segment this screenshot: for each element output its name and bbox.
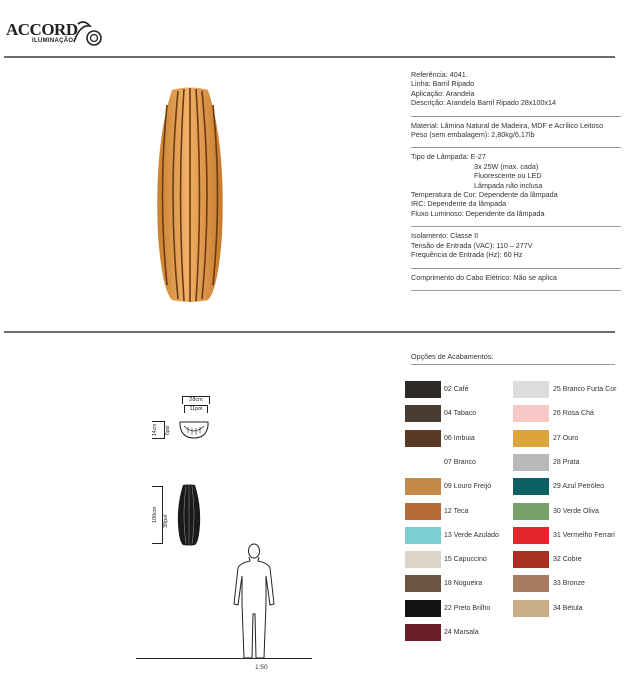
- logo-wordmark: ACCORD: [6, 20, 78, 39]
- spec-insulation: Isolamento: Classe II: [411, 231, 479, 241]
- spec-irc: IRC: Dependente da lâmpada: [411, 199, 507, 209]
- swatch-label-29-azul-petroleo: 29 Azul Petróleo: [553, 483, 604, 490]
- spec-lamp-included: Lâmpada não inclusa: [474, 180, 543, 190]
- dim-top-width: 28cm: [182, 396, 210, 404]
- spec-application: Aplicação: Arandela: [411, 88, 475, 98]
- swatch-18-nogueira: [405, 575, 441, 592]
- spec-lamp-power: 3x 25W (max. cada): [474, 161, 539, 171]
- swatch-02-cafe: [405, 381, 441, 398]
- swatch-06-imbuia: [405, 430, 441, 447]
- finishes-divider: [411, 364, 615, 365]
- swatch-label-32-cobre: 32 Cobre: [553, 556, 582, 563]
- spec-group-lamp: [411, 152, 621, 222]
- swatch-label-06-imbuia: 06 Imbuia: [444, 435, 475, 442]
- swatch-label-12-teca: 12 Teca: [444, 508, 469, 515]
- spec-frequency: Frequência de Entrada (Hz): 60 Hz: [411, 250, 523, 260]
- swatch-13-verde-azulado: [405, 527, 441, 544]
- swatch-33-bronze: [513, 575, 549, 592]
- swatch-28-prata: [513, 454, 549, 471]
- product-image: [150, 85, 230, 305]
- swatch-09-louro-freijo: [405, 478, 441, 495]
- scale-label: 1:50: [255, 664, 268, 671]
- human-scale-figure: [230, 542, 278, 660]
- swatch-26-rosa-cha: [513, 405, 549, 422]
- swatch-label-27-ouro: 27 Ouro: [553, 435, 579, 442]
- swatch-label-33-bronze: 33 Bronze: [553, 580, 585, 587]
- swatch-04-tabaco: [405, 405, 441, 422]
- spec-sheet: [411, 70, 621, 295]
- spec-cable: Comprimento do Cabo Elétrico: Não se aplica: [411, 272, 557, 282]
- spec-lamp-type: Tipo de Lâmpada: E-27: [411, 152, 486, 162]
- swatch-07-branco: [405, 454, 441, 471]
- spec-reference: Referência: 4041.: [411, 70, 468, 79]
- spec-lamp-kind: Fluorescente ou LED: [474, 171, 542, 181]
- spec-separator: [411, 290, 621, 291]
- swatch-label-24-marsala: 24 Marsala: [444, 629, 479, 636]
- swatch-31-vermelho-ferrari: [513, 527, 549, 544]
- ground-line: [136, 658, 312, 659]
- swatch-label-09-louro-freijo: 09 Louro Freijó: [444, 483, 492, 490]
- dim-side-depth-in: 6pol: [165, 425, 171, 435]
- swatch-30-verde-oliva: [513, 503, 549, 520]
- swatch-label-28-prata: 28 Prata: [553, 459, 580, 466]
- dim-height: 100cm: [152, 486, 163, 544]
- swatch-label-04-tabaco: 04 Tabaco: [444, 410, 477, 417]
- brand-logo: [6, 14, 106, 50]
- swatch-27-ouro: [513, 430, 549, 447]
- swatch-24-marsala: [405, 624, 441, 641]
- technical-drawing: [130, 390, 320, 675]
- swatch-label-02-cafe: 02 Café: [444, 386, 469, 393]
- dim-top-inner: 11pol: [184, 405, 208, 413]
- middle-divider: [4, 331, 615, 333]
- swatch-34-betula: [513, 600, 549, 617]
- swatch-25-branco-furta-cor: [513, 381, 549, 398]
- spec-group-electrical: [411, 231, 621, 263]
- spec-group-material: [411, 121, 621, 144]
- logo-tagline: ILUMINAÇÃO: [32, 38, 74, 44]
- dim-height-in: 39pol: [163, 514, 169, 528]
- finishes-title: Opções de Acabamentos:: [411, 352, 494, 361]
- swatch-label-15-capuccino: 15 Capuccino: [444, 556, 487, 563]
- swatch-label-18-nogueira: 18 Nogueira: [444, 580, 483, 587]
- spec-separator: [411, 226, 621, 227]
- swatch-label-07-branco: 07 Branco: [444, 459, 476, 466]
- swatch-label-30-verde-oliva: 30 Verde Oliva: [553, 508, 599, 515]
- swatch-label-26-rosa-cha: 26 Rosa Chá: [553, 410, 594, 417]
- swatch-label-25-branco-furta-cor: 25 Branco Furta Cor: [553, 386, 617, 393]
- spec-voltage: Tensão de Entrada (VAC): 110 – 277V: [411, 240, 533, 250]
- swatch-12-teca: [405, 503, 441, 520]
- top-view-icon: [178, 418, 210, 442]
- swatch-29-azul-petroleo: [513, 478, 549, 495]
- swatch-label-31-vermelho-ferrari: 31 Vermelho Ferrari: [553, 532, 615, 539]
- spec-color-temp: Temperatura de Cor: Dependente da lâmpada: [411, 190, 558, 200]
- spec-weight: Peso (sem embalagem): 2,80kg/6,17lb: [411, 130, 535, 140]
- spec-separator: [411, 116, 621, 117]
- front-view-icon: [176, 484, 202, 546]
- swatch-label-34-betula: 34 Bétula: [553, 605, 583, 612]
- swatch-15-capuccino: [405, 551, 441, 568]
- spec-line: Linha: Barril Ripado: [411, 79, 475, 89]
- snail-icon: [70, 16, 106, 48]
- swatch-22-preto-brilho: [405, 600, 441, 617]
- spec-flux: Fluxo Luminoso: Dependente da lâmpada: [411, 208, 545, 218]
- dim-side-depth: 14cm: [152, 421, 165, 439]
- spec-separator: [411, 147, 621, 148]
- spec-group-identity: [411, 70, 621, 112]
- spec-separator: [411, 268, 621, 269]
- swatch-label-13-verde-azulado: 13 Verde Azulado: [444, 532, 499, 539]
- spec-group-cable: [411, 273, 621, 286]
- spec-description: Descrição: Arandela Barril Ripado 28x100x14: [411, 98, 557, 108]
- swatch-label-22-preto-brilho: 22 Preto Brilho: [444, 605, 491, 612]
- top-divider: [4, 56, 615, 58]
- swatch-32-cobre: [513, 551, 549, 568]
- spec-material: Material: Lâmina Natural de Madeira, MDF e Acrílico Leitoso: [411, 120, 604, 130]
